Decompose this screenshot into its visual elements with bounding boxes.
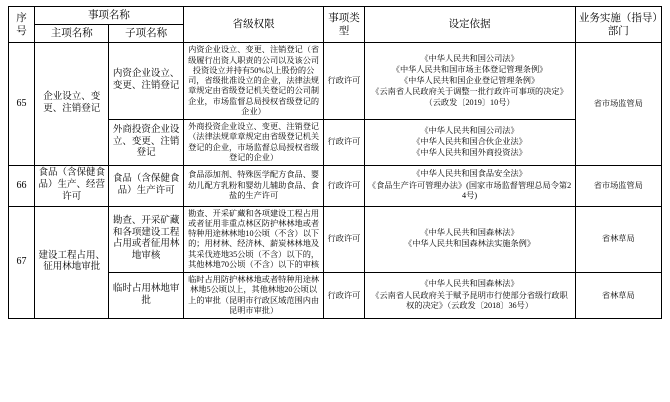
table-header: [9, 7, 662, 43]
cell-power: 勘查、开采矿藏和各项建设工程占用或者征用非重点林区防护林林地或者特种用途林林地10公顷（不含）以下的；用材林、经济林、薪炭林林地及其采伐迹地35公顷（不含）以下的，其他林地70公顷（不含）以下的审核: [183, 206, 324, 273]
table-row: [9, 166, 662, 207]
basis-item: 《云南省人民政府关于赋予昆明市行使部分省级行政职权的决定》（云政发〔2018〕36号）: [371, 290, 568, 310]
table-row: [9, 43, 662, 120]
cell-dept: 省林草局: [575, 273, 661, 319]
cell-seq: 66: [9, 166, 35, 207]
cell-sub-name: 勘查、开采矿藏和各项建设工程占用或者征用林地审核: [109, 206, 183, 273]
cell-type: 行政许可: [324, 120, 364, 166]
basis-item: 《中华人民共和国公司法》: [420, 125, 519, 135]
header-item-sub: 子项名称: [109, 25, 183, 43]
header-seq: 序号: [9, 7, 35, 43]
table-header-row-1: [9, 7, 662, 25]
cell-seq: 67: [9, 206, 35, 319]
header-dept: 业务实施（指导）部门: [575, 7, 661, 43]
cell-type: 行政许可: [324, 273, 364, 319]
basis-item: 《中华人民共和国市场主体登记管理条例》: [391, 64, 548, 74]
cell-type: 行政许可: [324, 206, 364, 273]
header-province-power: 省级权限: [183, 7, 324, 43]
cell-seq: 65: [9, 43, 35, 166]
basis-item: 《中华人民共和国森林法实施条例》: [404, 239, 536, 249]
basis-item: 《云南省人民政府关于调整一批行政许可事项的决定》（云政发〔2019〕10号）: [371, 87, 568, 107]
cell-dept: 省林草局: [575, 206, 661, 273]
basis-item: 《中华人民共和国森林法》: [420, 279, 519, 289]
header-item-main: 主项名称: [35, 25, 109, 43]
cell-type: 行政许可: [324, 43, 364, 120]
authority-table: [8, 6, 662, 319]
basis-item: 《中华人民共和国森林法》: [420, 228, 519, 238]
cell-main-name: 食品（含保健食品）生产、经营许可: [35, 166, 109, 207]
table-body: [9, 43, 662, 319]
cell-power: 内资企业设立、变更、注销登记（省级履行出资人职责的公司以及该公司投资设立并持有50%以上股份的公司，省级批准设立的企业，法律法规章规定由省级登记机关登记的公司制企业，市场监督总局授权省级登记的企业）: [183, 43, 324, 120]
basis-item: 《中华人民共和国企业登记管理条例》: [399, 76, 540, 85]
cell-power: 外商投资企业设立、变更、注销登记（法律法规章章规定由省级登记机关登记的企业，市场监督总局授权省级登记的企业）: [183, 120, 324, 166]
cell-main-name: 企业设立、变更、注销登记: [35, 43, 109, 166]
basis-item: 《中华人民共和国外商投资法》: [412, 148, 527, 158]
table-row: [9, 206, 662, 273]
cell-sub-name: 临时占用林地审批: [109, 273, 183, 319]
cell-dept: 省市场监管局: [575, 166, 661, 207]
cell-sub-name: 食品（含保健食品）生产许可: [109, 166, 183, 207]
cell-power: 临时占用防护林林地或者特种用途林林地5公顷以上，其他林地20公顷以上的审批（昆明市行政区域范围内由昆明市审批）: [183, 273, 324, 319]
cell-sub-name: 外商投资企业设立、变更、注销登记: [109, 120, 183, 166]
cell-type: 行政许可: [324, 166, 364, 207]
cell-basis: [364, 166, 575, 207]
basis-item: 《中华人民共和国合伙企业法》: [412, 136, 527, 146]
cell-basis: [364, 120, 575, 166]
cell-dept: 省市场监管局: [575, 43, 661, 166]
header-item-type: 事项类型: [324, 7, 364, 43]
basis-item: 《中华人民共和国公司法》: [420, 53, 519, 63]
basis-item: 《中华人民共和国食品安全法》: [412, 169, 527, 179]
cell-power: 食品添加剂、特殊医学配方食品、婴幼儿配方乳粉和婴幼儿辅助食品、食盐的生产许可: [183, 166, 324, 207]
basis-item: 《食品生产许可管理办法》(国家市场监督管理总局令第24号): [367, 180, 572, 200]
cell-basis: [364, 206, 575, 273]
cell-basis: [364, 43, 575, 120]
header-item-name: 事项名称: [35, 7, 184, 25]
header-basis: 设定依据: [364, 7, 575, 43]
cell-main-name: 建设工程占用、征用林地审批: [35, 206, 109, 319]
cell-basis: [364, 273, 575, 319]
cell-sub-name: 内资企业设立、变更、注销登记: [109, 43, 183, 120]
